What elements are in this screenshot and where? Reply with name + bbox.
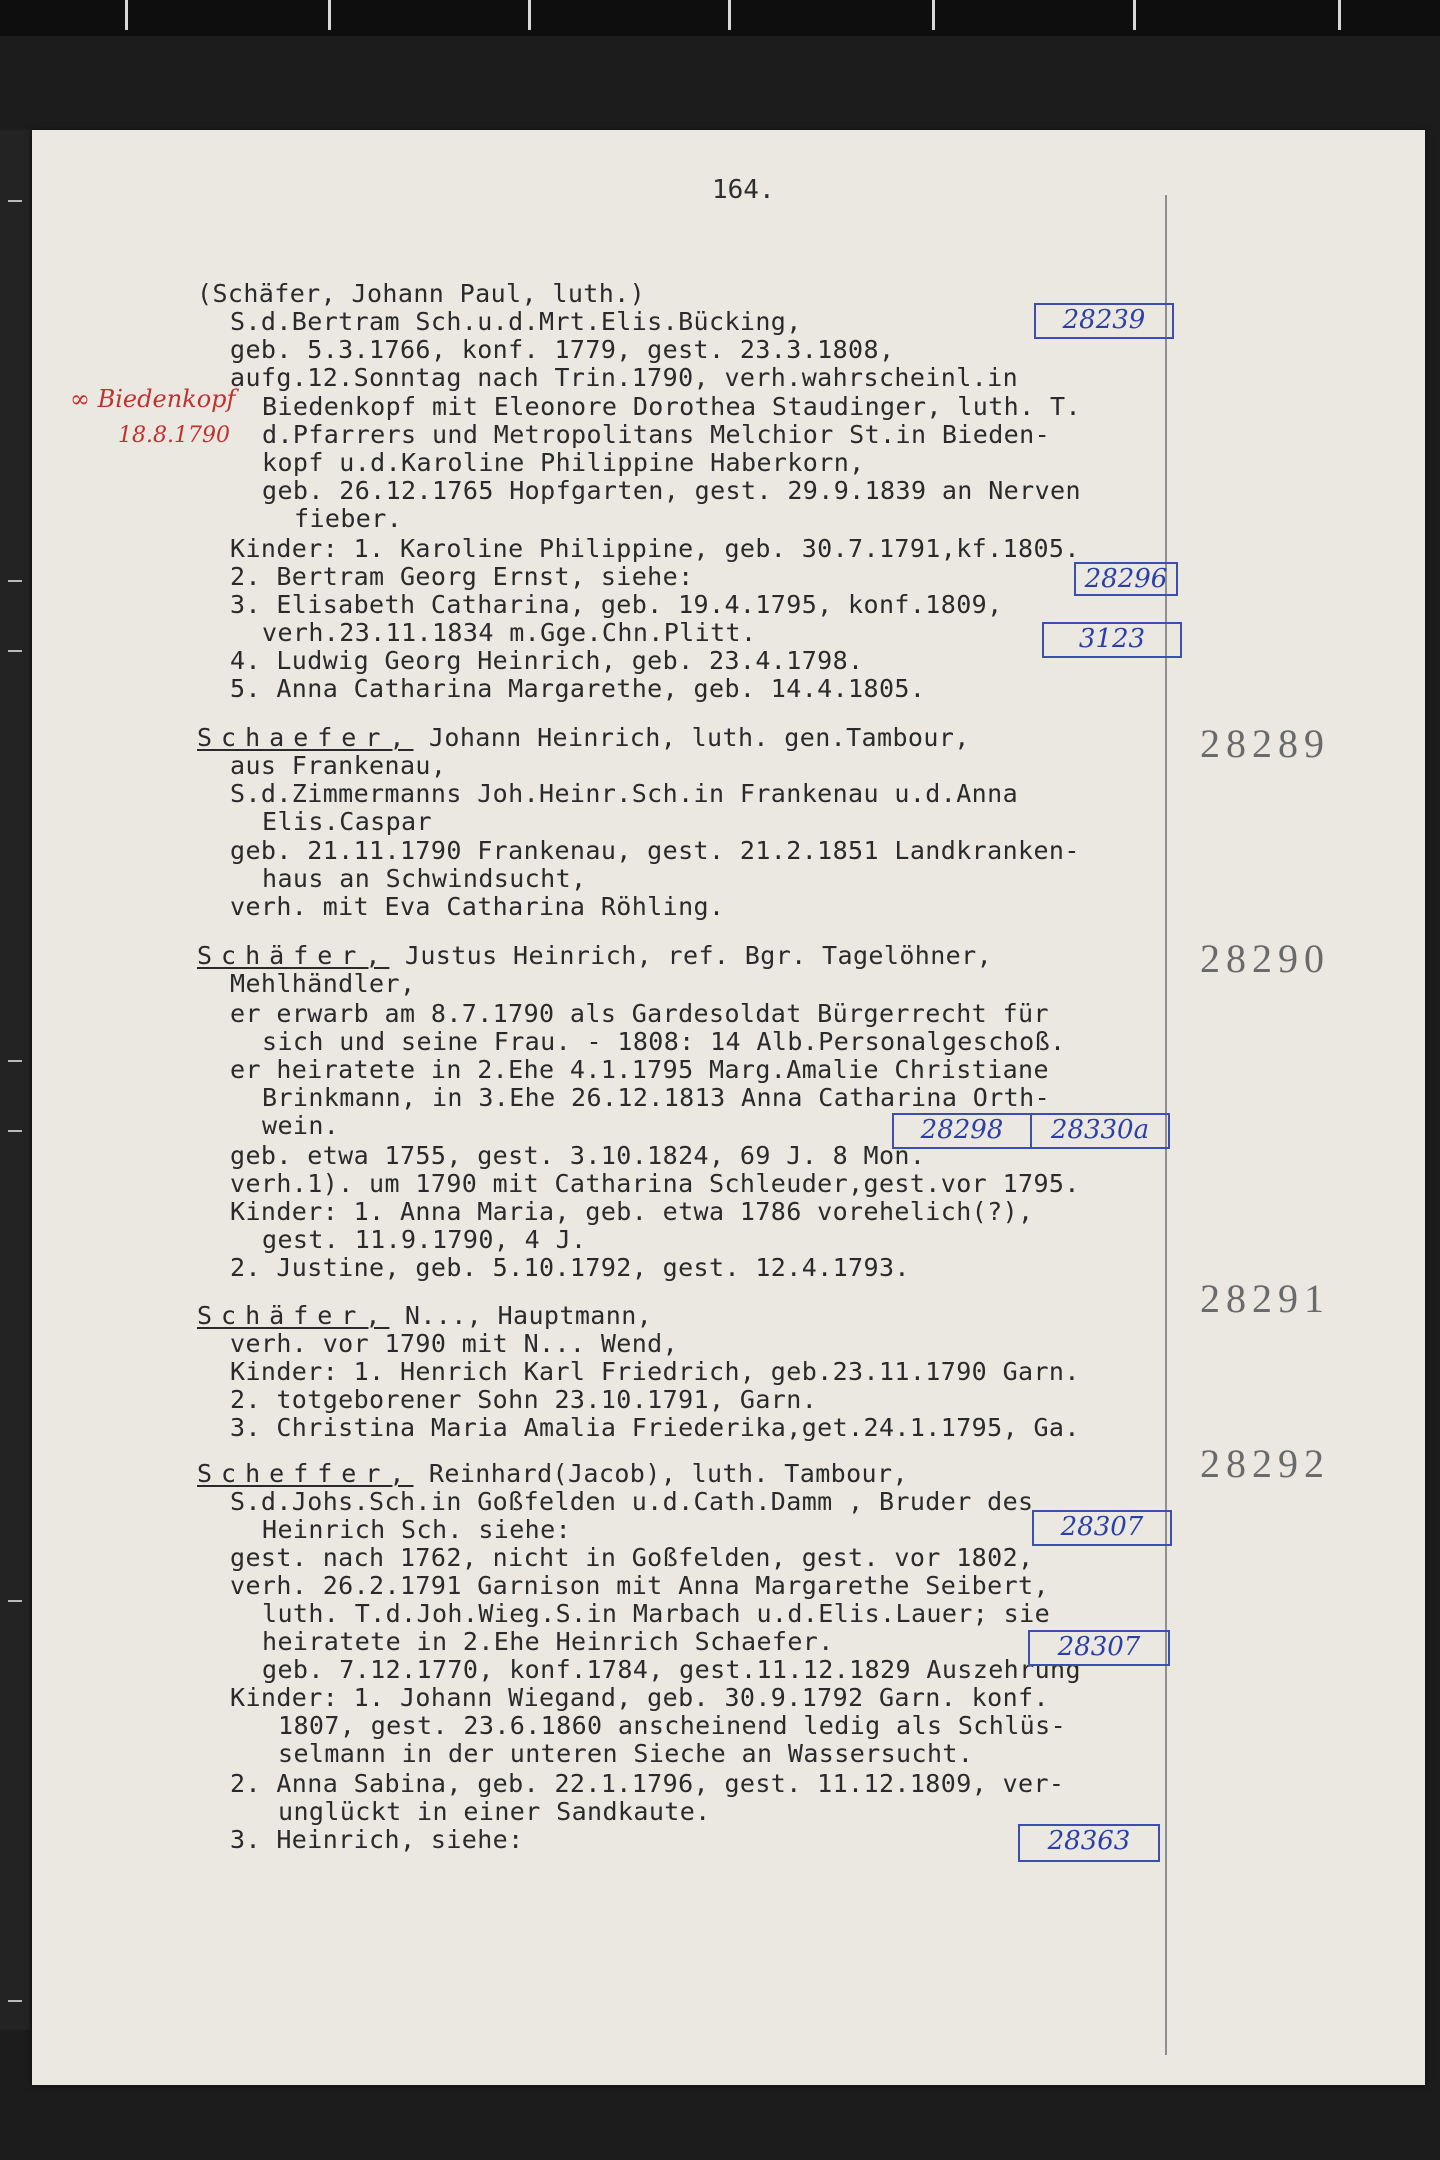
entry-line: 4. Ludwig Georg Heinrich, geb. 23.4.1798. <box>230 646 864 675</box>
entry-line: Heinrich Sch. siehe: <box>262 1515 572 1544</box>
reference-box: 28307 <box>1028 1630 1170 1666</box>
scanner-tick <box>1338 0 1341 30</box>
entry-line: selmann in der unteren Sieche an Wassersucht. <box>278 1739 974 1768</box>
entry-line: 3. Christina Maria Amalia Friederika,get.24.1.1795, Ga. <box>230 1413 1080 1442</box>
entry-line: verh. vor 1790 mit N... Wend, <box>230 1329 679 1358</box>
scanner-top-bar <box>0 0 1440 36</box>
entry-line: d.Pfarrers und Metropolitans Melchior St.in Bieden- <box>262 420 1051 449</box>
reference-box: 28296 <box>1074 562 1178 596</box>
scanner-tick <box>328 0 331 30</box>
entry-heading-text: N..., Hauptmann, <box>404 1301 653 1330</box>
entry-line: S.d.Zimmermanns Joh.Heinr.Sch.in Frankenau u.d.Anna <box>230 779 1019 808</box>
entry-heading: (Schäfer, Johann Paul, luth.) <box>197 279 646 308</box>
entry-heading <box>197 724 970 752</box>
entry-line: geb. 5.3.1766, konf. 1779, gest. 23.3.1808, <box>230 335 895 364</box>
entry-line: luth. T.d.Joh.Wieg.S.in Marbach u.d.Elis.Lauer; sie <box>262 1599 1051 1628</box>
entry-surname: Schaefer, <box>197 723 414 752</box>
margin-entry-number: 28291 <box>1200 1276 1330 1321</box>
entry-line: unglückt in einer Sandkaute. <box>278 1797 711 1826</box>
reference-box: 28330a <box>1030 1113 1170 1149</box>
entry-line: S.d.Bertram Sch.u.d.Mrt.Elis.Bücking, <box>230 307 802 336</box>
page-number: 164. <box>712 175 775 205</box>
scanner-tick <box>528 0 531 30</box>
entry-line: 2. Anna Sabina, geb. 22.1.1796, gest. 11.12.1809, ver- <box>230 1769 1065 1798</box>
entry-line: 2. Bertram Georg Ernst, siehe: <box>230 562 694 591</box>
entry-line: aus Frankenau, <box>230 751 447 780</box>
entry-line: 5. Anna Catharina Margarethe, geb. 14.4.1805. <box>230 674 926 703</box>
reference-box: 3123 <box>1042 622 1182 658</box>
entry-heading-text: Johann Heinrich, luth. gen.Tambour, <box>428 723 970 752</box>
scanner-mark <box>8 2000 22 2002</box>
entry-line: Biedenkopf mit Eleonore Dorothea Staudinger, luth. T. <box>262 392 1081 421</box>
entry-line: wein. <box>262 1111 340 1140</box>
entry-line: geb. etwa 1755, gest. 3.10.1824, 69 J. 8 Mon. <box>230 1141 926 1170</box>
entry-line: Brinkmann, in 3.Ehe 26.12.1813 Anna Catharina Orth- <box>262 1083 1051 1112</box>
scanner-mark <box>8 650 22 652</box>
entry-line: sich und seine Frau. - 1808: 14 Alb.Personalgeschoß. <box>262 1027 1066 1056</box>
entry-line: 2. Justine, geb. 5.10.1792, gest. 12.4.1793. <box>230 1253 910 1282</box>
entry-line: verh. mit Eva Catharina Röhling. <box>230 892 725 921</box>
entry-line: geb. 7.12.1770, konf.1784, gest.11.12.1829 Auszehrung <box>262 1655 1081 1684</box>
entry-heading <box>197 1460 908 1488</box>
entry-line: Mehlhändler, <box>230 969 416 998</box>
scanner-tick <box>1133 0 1136 30</box>
entry-line: verh. 26.2.1791 Garnison mit Anna Margarethe Seibert, <box>230 1571 1049 1600</box>
entry-line: kopf u.d.Karoline Philippine Haberkorn, <box>262 448 865 477</box>
scanner-mark <box>8 1600 22 1602</box>
entry-surname: Schäfer, <box>197 1301 390 1330</box>
margin-entry-number: 28290 <box>1200 936 1330 981</box>
margin-entry-number: 28289 <box>1200 721 1330 766</box>
entry-line: Elis.Caspar <box>262 807 432 836</box>
entry-heading <box>197 1302 652 1330</box>
entry-line: er heiratete in 2.Ehe 4.1.1795 Marg.Amalie Christiane <box>230 1055 1049 1084</box>
entry-line: gest. nach 1762, nicht in Goßfelden, gest. vor 1802, <box>230 1543 1034 1572</box>
entry-line: gest. 11.9.1790, 4 J. <box>262 1225 587 1254</box>
entry-line: verh.1). um 1790 mit Catharina Schleuder,gest.vor 1795. <box>230 1169 1080 1198</box>
entry-line: Kinder: 1. Henrich Karl Friedrich, geb.23.11.1790 Garn. <box>230 1357 1080 1386</box>
scanner-tick <box>728 0 731 30</box>
scanner-left-strip <box>0 130 30 2030</box>
scanner-mark <box>8 1130 22 1132</box>
entry-line: 3. Elisabeth Catharina, geb. 19.4.1795, konf.1809, <box>230 590 1003 619</box>
entry-heading-text: Reinhard(Jacob), luth. Tambour, <box>428 1459 908 1488</box>
entry-line: 1807, gest. 23.6.1860 anscheinend ledig als Schlüs- <box>278 1711 1067 1740</box>
handwritten-marriage-note: ∞ Biedenkopf <box>70 385 236 413</box>
reference-box: 28239 <box>1034 303 1174 339</box>
scanner-mark <box>8 1060 22 1062</box>
entry-line: 3. Heinrich, siehe: <box>230 1825 524 1854</box>
entry-line: verh.23.11.1834 m.Gge.Chn.Plitt. <box>262 618 757 647</box>
entry-line: fieber. <box>294 504 403 533</box>
entry-line: heiratete in 2.Ehe Heinrich Schaefer. <box>262 1627 834 1656</box>
entry-heading <box>197 942 992 970</box>
entry-line: 2. totgeborener Sohn 23.10.1791, Garn. <box>230 1385 818 1414</box>
scanner-tick <box>125 0 128 30</box>
scanner-mark <box>8 580 22 582</box>
scanner-tick <box>932 0 935 30</box>
reference-box: 28307 <box>1032 1510 1172 1546</box>
entry-heading-text: Justus Heinrich, ref. Bgr. Tagelöhner, <box>404 941 993 970</box>
entry-line: Kinder: 1. Anna Maria, geb. etwa 1786 vorehelich(?), <box>230 1197 1034 1226</box>
entry-surname: Scheffer, <box>197 1459 414 1488</box>
entry-line: Kinder: 1. Johann Wiegand, geb. 30.9.1792 Garn. konf. <box>230 1683 1049 1712</box>
entry-line: Kinder: 1. Karoline Philippine, geb. 30.7.1791,kf.1805. <box>230 534 1080 563</box>
entry-line: er erwarb am 8.7.1790 als Gardesoldat Bürgerrecht für <box>230 999 1049 1028</box>
document-page <box>32 130 1425 2085</box>
entry-line: S.d.Johs.Sch.in Goßfelden u.d.Cath.Damm , Bruder des <box>230 1487 1034 1516</box>
entry-line: geb. 26.12.1765 Hopfgarten, gest. 29.9.1839 an Nerven <box>262 476 1081 505</box>
handwritten-date-note: 18.8.1790 <box>118 423 230 448</box>
entry-line: aufg.12.Sonntag nach Trin.1790, verh.wahrscheinl.in <box>230 363 1019 392</box>
entry-line: geb. 21.11.1790 Frankenau, gest. 21.2.1851 Landkranken- <box>230 836 1080 865</box>
reference-box: 28298 <box>892 1113 1032 1149</box>
entry-line: haus an Schwindsucht, <box>262 864 587 893</box>
margin-entry-number: 28292 <box>1200 1441 1330 1486</box>
scanner-mark <box>8 200 22 202</box>
reference-box: 28363 <box>1018 1824 1160 1862</box>
entry-surname: Schäfer, <box>197 941 390 970</box>
